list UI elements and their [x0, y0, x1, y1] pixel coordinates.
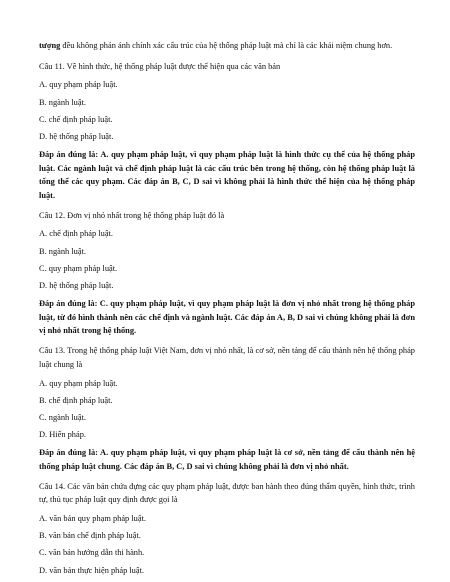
intro-paragraph — [39, 38, 415, 53]
question-11: Câu 11. Về hình thức, hệ thống pháp luật được thể hiện qua các văn bản — [39, 61, 281, 71]
intro-text: đều không phản ánh chính xác cấu trúc của hệ thống pháp luật mà chỉ là các khái niệm chung hơn. — [60, 41, 393, 50]
q12-option-b: B. ngành luật. — [39, 246, 86, 256]
q12-option-d: D. hệ thống pháp luật. — [39, 281, 114, 291]
q12-option-c: C. quy phạm pháp luật. — [39, 263, 118, 273]
intro-bold-word: tượng — [39, 41, 61, 50]
q13-answer: Đáp án đúng là: A. quy phạm pháp luật, vì quy phạm pháp luật là cơ sở, nền tảng để cấu thành nên hệ thống pháp luật chung. Các đáp án B, C, D sai vì chúng không phải là đơn vị nhỏ nhất. — [39, 448, 415, 471]
q13-option-b: B. chế định pháp luật. — [39, 395, 113, 405]
q14-option-a: A. văn bản quy phạm pháp luật. — [39, 514, 146, 524]
q14-option-c: C. văn bản hướng dẫn thi hành. — [39, 548, 145, 558]
q13-option-a: A. quy phạm pháp luật. — [39, 378, 118, 388]
q11-answer: Đáp án đúng là: A. quy phạm pháp luật, vì quy phạm pháp luật là hình thức cụ thể của hệ thống pháp luật. Các ngành luật và chế định pháp luật là các cấu trúc bên trong hệ thống, còn hệ thống pháp luật là tổng thể các quy phạm. Các đáp án B, C, D sai vì không phải là hình thức thể hiện của hệ thống pháp luật. — [39, 150, 415, 200]
q14-option-b: B. văn bản chế định pháp luật. — [39, 531, 141, 541]
q11-option-b: B. ngành luật. — [39, 97, 86, 107]
q11-option-d: D. hệ thống pháp luật. — [39, 131, 114, 141]
question-13: Câu 13. Trong hệ thống pháp luật Việt Nam, đơn vị nhỏ nhất, là cơ sở, nền tảng để cấu thành nên hệ thống pháp luật chung là — [39, 346, 415, 369]
q14-option-d: D. văn bản thực hiện pháp luật. — [39, 565, 145, 575]
q13-option-d: D. Hiến pháp. — [39, 430, 86, 440]
q11-option-a: A. quy phạm pháp luật. — [39, 80, 118, 90]
q13-option-c: C. ngành luật. — [39, 412, 86, 422]
question-12: Câu 12. Đơn vị nhỏ nhất trong hệ thống pháp luật đó là — [39, 210, 225, 220]
q11-option-c: C. chế định pháp luật. — [39, 114, 113, 124]
question-14: Câu 14. Các văn bản chứa đựng các quy phạm pháp luật, được ban hành theo đúng thẩm quyền, hình thức, trình tự, thủ tục pháp luật quy định được gọi là — [39, 481, 415, 505]
q12-option-a: A. chế định pháp luật. — [39, 229, 113, 239]
q12-answer: Đáp án đúng là: C. quy phạm pháp luật, vì quy phạm pháp luật là đơn vị nhỏ nhất trong hệ thống pháp luật, từ đó hình thành nên các chế định và ngành luật. Các đáp án A, B, D sai vì chúng không phải là đơn vị nhỏ nhất trong hệ thống. — [39, 299, 415, 336]
